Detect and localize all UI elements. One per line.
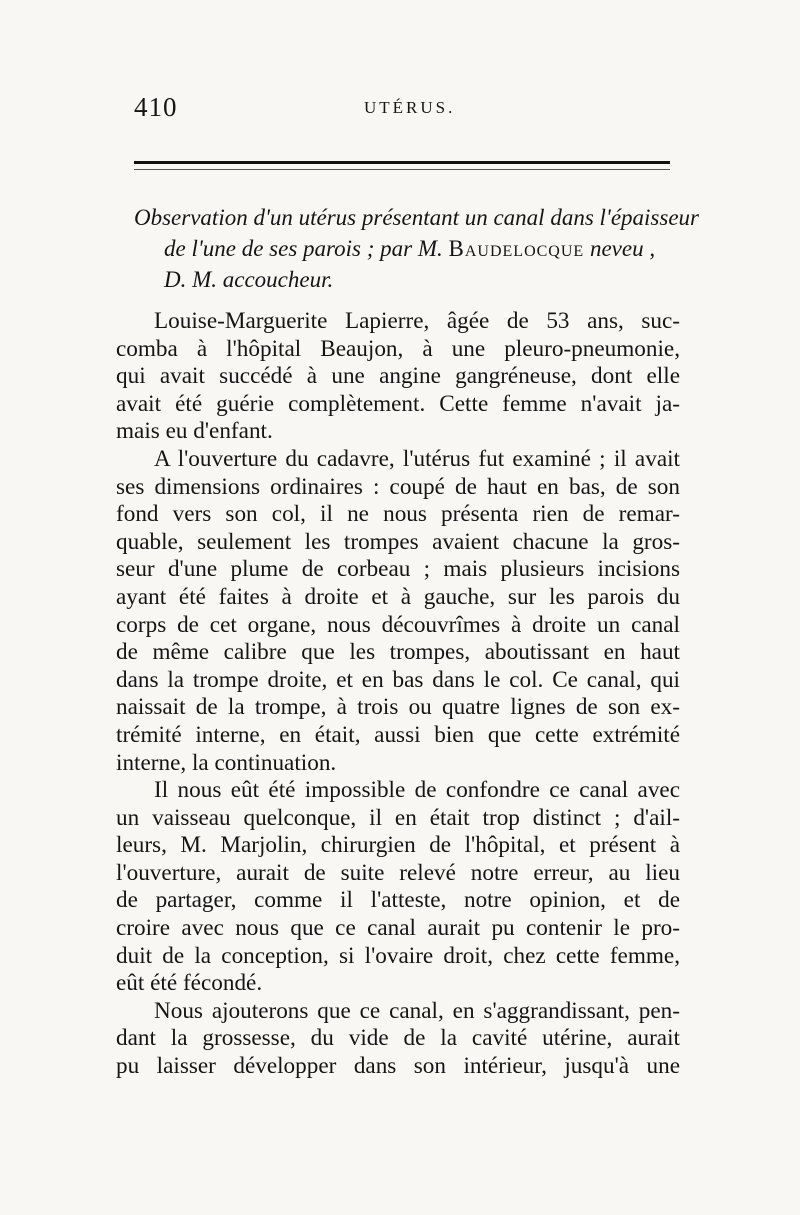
text-line: de même calibre que les trompes, aboutissant en haut [116, 639, 680, 666]
text-line: trémité interne, en était, aussi bien que cette extrémité [116, 721, 680, 748]
text-line: quable, seulement les trompes avaient chacune la gros- [116, 528, 680, 555]
text-line: dans la trompe droite, et en bas dans le col. Ce canal, qui [116, 666, 680, 693]
text-line: comba à l'hôpital Beaujon, à une pleuro-pneumonie, [116, 335, 680, 362]
text-line: avait été guérie complètement. Cette femme n'avait ja- [116, 390, 680, 417]
text-line: ayant été faites à droite et à gauche, sur les parois du [116, 583, 680, 610]
observation-title-line-2 [134, 233, 679, 264]
text-line: eût été fécondé. [116, 970, 263, 997]
running-title: UTÉRUS. [364, 98, 456, 117]
text-line: croire avec nous que ce canal aurait pu contenir le pro- [116, 915, 680, 942]
header-rule-thin [134, 169, 670, 170]
text-line: Il nous eût été impossible de confondre ce canal avec [154, 777, 680, 804]
text-line: Nous ajouterons que ce canal, en s'aggrandissant, pen- [154, 997, 680, 1024]
text-line: mais eu d'enfant. [116, 418, 273, 445]
observation-title-suffix: neveu , [589, 236, 656, 261]
text-line: interne, la continuation. [116, 749, 337, 776]
body-text [116, 308, 680, 1081]
text-line: naissait de la trompe, à trois ou quatre lignes de son ex- [116, 694, 680, 721]
text-line: leurs, M. Marjolin, chirurgien de l'hôpital, et présent à [116, 832, 680, 859]
text-line: de partager, comme il l'atteste, notre opinion, et de [116, 887, 680, 914]
header-rule-thick [134, 161, 670, 164]
page-header [134, 92, 674, 122]
text-line: pu laisser développer dans son intérieur, jusqu'à une [116, 1053, 680, 1080]
text-line: l'ouverture, aurait de suite relevé notre erreur, au lieu [116, 859, 680, 886]
observation-title [134, 202, 699, 295]
text-line: duit de la conception, si l'ovaire droit, chez cette femme, [116, 942, 680, 969]
observation-title-line-1: Observation d'un utérus présentant un canal dans l'épaisseur [134, 205, 699, 230]
page-number: 410 [134, 92, 178, 122]
text-line: seur d'une plume de corbeau ; mais plusieurs incisions [116, 556, 680, 583]
text-line: dant la grossesse, du vide de la cavité utérine, aurait [116, 1025, 680, 1052]
observation-title-line-3: D. M. accoucheur. [164, 267, 334, 292]
observation-title-prefix: de l'une de ses parois ; par M. [164, 236, 443, 261]
text-line: qui avait succédé à une angine gangréneuse, dont elle [116, 363, 680, 390]
text-line: un vaisseau quelconque, il en était trop distinct ; d'ail- [116, 804, 680, 831]
text-line: A l'ouverture du cadavre, l'utérus fut examiné ; il avait [154, 445, 680, 472]
text-line: ses dimensions ordinaires : coupé de haut en bas, de son [116, 473, 680, 500]
text-line: fond vers son col, il ne nous présenta rien de remar- [116, 501, 680, 528]
author-name: Baudelocque [448, 236, 585, 261]
text-line: corps de cet organe, nous découvrîmes à droite un canal [116, 611, 680, 638]
text-line: Louise-Marguerite Lapierre, âgée de 53 ans, suc- [154, 308, 680, 334]
